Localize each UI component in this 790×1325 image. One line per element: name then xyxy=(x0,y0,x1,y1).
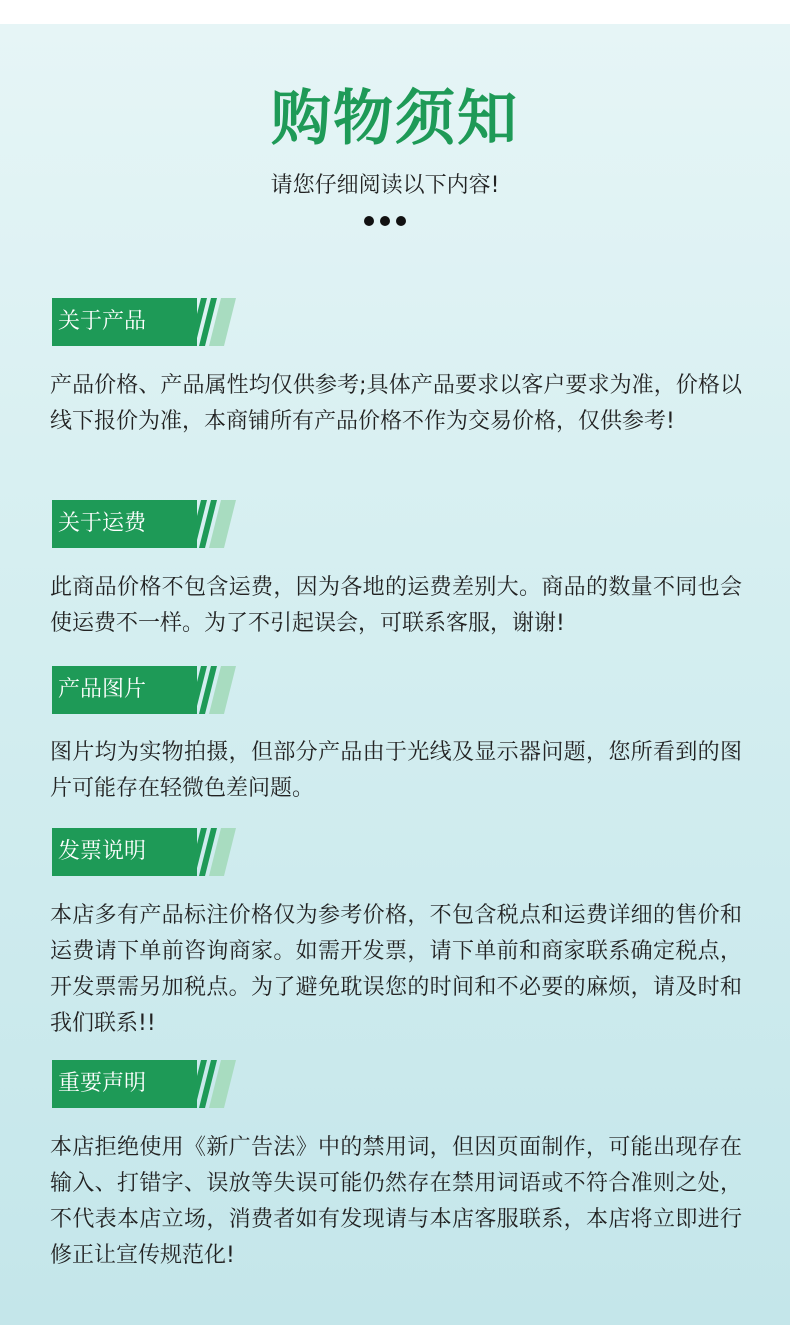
stripes-icon xyxy=(182,500,242,548)
stripes-icon xyxy=(182,828,242,876)
dot-icon xyxy=(380,216,390,226)
section-text-statement: 本店拒绝使用《新广告法》中的禁用词，但因页面制作，可能出现存在输入、打错字、误放等失误可能仍然存在禁用词语或不符合准则之处，不代表本店立场，消费者如有发现请与本店客服联系，本店将立即进行修正让宣传规范化! xyxy=(50,1135,742,1268)
page-subtitle: 请您仔细阅读以下内容! xyxy=(270,173,500,198)
stripes-icon xyxy=(182,298,242,346)
section-header-invoice xyxy=(52,828,242,876)
notice-page xyxy=(0,24,790,1325)
section-header-product xyxy=(52,298,242,346)
page-title: 购物须知 xyxy=(271,84,519,154)
section-heading: 关于运费 xyxy=(52,500,197,548)
ellipsis-decoration xyxy=(0,216,770,226)
section-text-images: 图片均为实物拍摄，但部分产品由于光线及显示器问题，您所看到的图片可能存在轻微色差问题。 xyxy=(50,740,742,801)
section-heading: 发票说明 xyxy=(52,828,197,876)
section-heading: 关于产品 xyxy=(52,298,197,346)
dot-icon xyxy=(364,216,374,226)
section-header-images xyxy=(52,666,242,714)
stripes-icon xyxy=(182,666,242,714)
section-heading: 产品图片 xyxy=(52,666,197,714)
section-header-shipping xyxy=(52,500,242,548)
section-heading: 重要声明 xyxy=(52,1060,197,1108)
section-text-invoice: 本店多有产品标注价格仅为参考价格，不包含税点和运费详细的售价和运费请下单前咨询商家。如需开发票，请下单前和商家联系确定税点，开发票需另加税点。为了避免耽误您的时间和不必要的麻烦，请及时和我们联系!! xyxy=(50,903,742,1036)
stripes-icon xyxy=(182,1060,242,1108)
section-text-product: 产品价格、产品属性均仅供参考;具体产品要求以客户要求为准，价格以线下报价为准，本商铺所有产品价格不作为交易价格，仅供参考! xyxy=(50,373,742,434)
section-header-statement xyxy=(52,1060,242,1108)
section-text-shipping: 此商品价格不包含运费，因为各地的运费差别大。商品的数量不同也会使运费不一样。为了不引起误会，可联系客服，谢谢! xyxy=(50,575,742,636)
dot-icon xyxy=(396,216,406,226)
